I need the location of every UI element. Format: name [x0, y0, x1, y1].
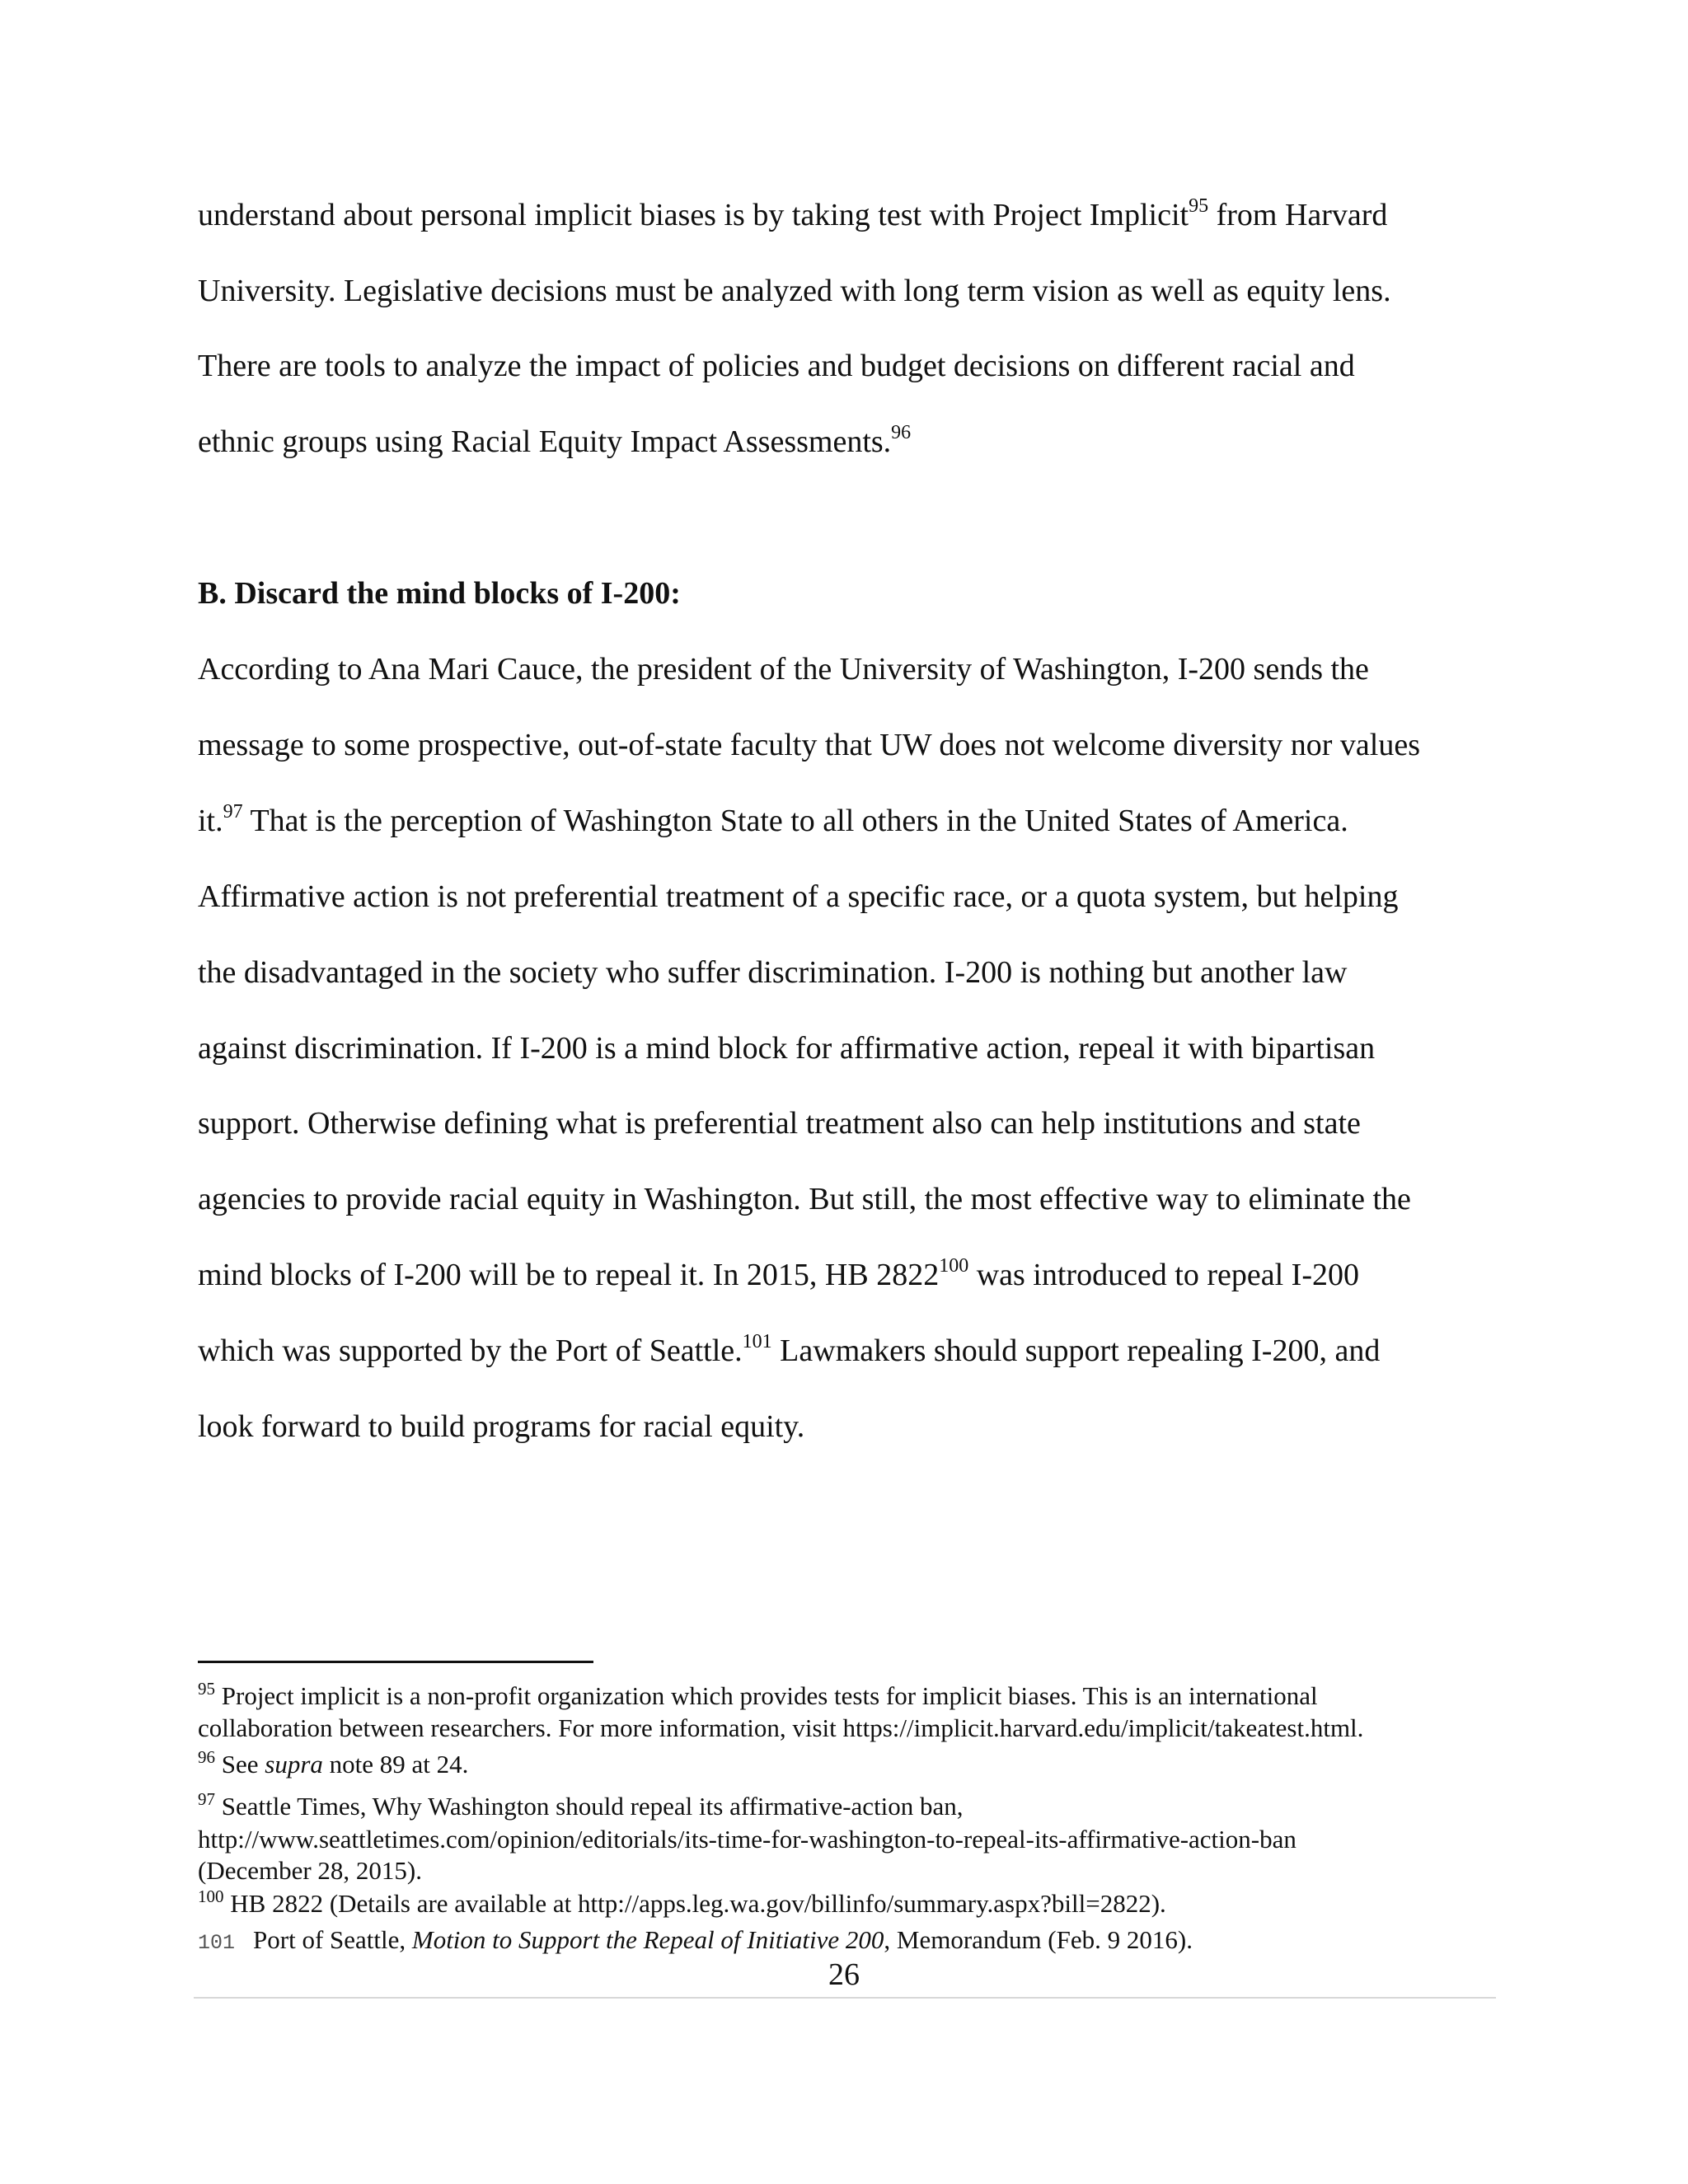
paragraph-line	[198, 1332, 1380, 1370]
paragraph-line	[198, 802, 1348, 840]
paragraph-line: the disadvantaged in the society who suffer discrimination. I-200 is nothing but another law	[198, 955, 1348, 990]
paragraph-line: agencies to provide racial equity in Washington. But still, the most effective way to eliminate the	[198, 1182, 1411, 1216]
footnote-separator	[198, 1661, 593, 1663]
paragraph-line: look forward to build programs for racial equity.	[198, 1409, 805, 1444]
paragraph-line: There are tools to analyze the impact of policies and budget decisions on different racial and	[198, 349, 1355, 383]
footnote-97	[198, 1791, 964, 1822]
footnote-italic: Motion to Support the Repeal of Initiative 200	[411, 1925, 884, 1954]
footnote-text: Port of Seattle,	[253, 1925, 412, 1954]
text-span: was introduced to repeal I-200	[968, 1258, 1359, 1292]
text-span: ethnic groups using Racial Equity Impact Assessments.	[198, 424, 892, 459]
footnote-number: 95	[198, 1679, 215, 1699]
footnote-text: See	[215, 1750, 265, 1779]
footnote-number: 101	[198, 1931, 236, 1955]
footnote-101	[198, 1924, 1193, 1956]
footnote-number: 100	[198, 1886, 224, 1906]
footnote-number: 96	[198, 1747, 215, 1767]
paragraph-line	[198, 196, 1387, 234]
paragraph-line: University. Legislative decisions must be analyzed with long term vision as well as equity lens.	[198, 274, 1391, 308]
footnote-ref-101[interactable]: 101	[742, 1331, 772, 1352]
footnote-97-date: (December 28, 2015).	[198, 1856, 423, 1885]
footnote-96	[198, 1749, 468, 1780]
footnote-ref-95[interactable]: 95	[1189, 195, 1209, 217]
footnote-97-url[interactable]: http://www.seattletimes.com/opinion/editorials/its-time-for-washington-to-repeal-its-affirmative-action-ban	[198, 1825, 1296, 1854]
text-span: mind blocks of I-200 will be to repeal it. In 2015, HB 2822	[198, 1258, 940, 1292]
footer-divider	[194, 1997, 1496, 1999]
section-heading: B. Discard the mind blocks of I-200:	[198, 576, 681, 611]
text-span: from Harvard	[1208, 198, 1388, 232]
text-span: understand about personal implicit biases is by taking test with Project Implicit	[198, 198, 1189, 232]
paragraph-line: According to Ana Mari Cauce, the president of the University of Washington, I-200 sends the	[198, 652, 1369, 687]
paragraph-line: Affirmative action is not preferential treatment of a specific race, or a quota system, but helping	[198, 879, 1399, 914]
footnote-text: , Memorandum (Feb. 9 2016).	[884, 1925, 1193, 1954]
paragraph-line	[198, 423, 911, 461]
footnote-text: HB 2822 (Details are available at http://apps.leg.wa.gov/billinfo/summary.aspx?bill=2822).	[223, 1889, 1166, 1918]
footnote-text: Seattle Times, Why Washington should repeal its affirmative-action ban,	[215, 1792, 964, 1821]
footnote-95	[198, 1680, 1318, 1712]
footnote-italic: supra	[265, 1750, 323, 1779]
page-number: 26	[828, 1957, 860, 1992]
footnote-100	[198, 1888, 1166, 1919]
footnote-95-cont: collaboration between researchers. For more information, visit https://implicit.harvard.edu/implicit/takeatest.html.	[198, 1713, 1364, 1742]
footnote-text: Project implicit is a non-profit organization which provides tests for implicit biases. This is an international	[215, 1681, 1318, 1710]
text-span: That is the perception of Washington State to all others in the United States of America.	[242, 804, 1348, 838]
paragraph-line: message to some prospective, out-of-state faculty that UW does not welcome diversity nor values	[198, 728, 1421, 762]
text-span: which was supported by the Port of Seattle.	[198, 1333, 743, 1368]
footnote-text: note 89 at 24.	[322, 1750, 469, 1779]
footnote-ref-97[interactable]: 97	[223, 801, 243, 823]
footnote-ref-96[interactable]: 96	[891, 422, 912, 443]
footnote-ref-100[interactable]: 100	[939, 1255, 969, 1277]
text-span: Lawmakers should support repealing I-200, and	[771, 1333, 1381, 1368]
footnote-number: 97	[198, 1789, 215, 1809]
paragraph-line	[198, 1256, 1359, 1294]
paragraph-line: support. Otherwise defining what is preferential treatment also can help institutions and state	[198, 1106, 1361, 1141]
paragraph-line: against discrimination. If I-200 is a mind block for affirmative action, repeal it with bipartisan	[198, 1031, 1376, 1066]
text-span: it.	[198, 804, 223, 838]
